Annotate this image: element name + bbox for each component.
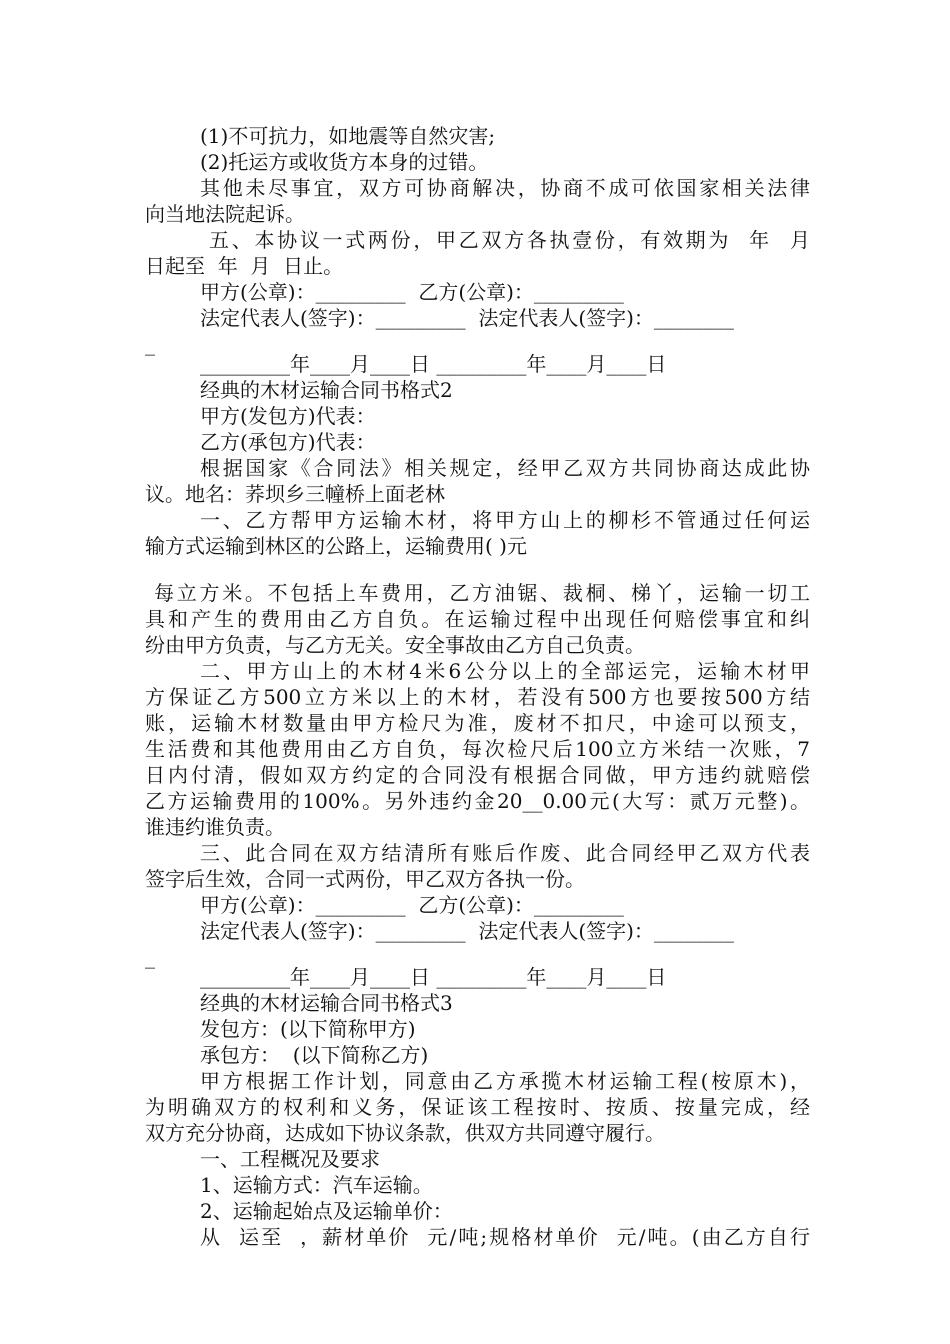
text-line: 发包方：(以下简称甲方): [200, 1017, 416, 1041]
text-line: 为明确双方的权利和义务，保证该工程按时、按质、按量完成，经: [145, 1095, 810, 1119]
text-line: 双方充分协商，达成如下协议条款，供双方共同遵守履行。: [145, 1121, 665, 1145]
text-line: 谁违约谁负责。: [145, 815, 285, 839]
text-line: 乙方(承包方)代表：: [200, 430, 376, 454]
text-line: 签字后生效，合同一式两份，甲乙双方各执一份。: [145, 867, 585, 891]
text-line: 根据国家《合同法》相关规定，经甲乙双方共同协商达成此协: [200, 456, 810, 480]
date-line: _________年____月____日 _________年____月____日: [200, 352, 667, 376]
text-line: 二、甲方山上的木材4米6公分以上的全部运完，运输木材甲: [200, 659, 810, 683]
text-line: 从 运至 ，薪材单价 元/吨;规格材单价 元/吨。(由乙方自行: [200, 1225, 810, 1249]
date-line: _________年____月____日 _________年____月____日: [200, 965, 667, 989]
text-line: 乙方运输费用的100%。另外违约金20__0.00元(大写：贰万元整)。: [145, 789, 810, 813]
text-line: 具和产生的费用由乙方自负。在运输过程中出现任何赔偿事宜和纠: [145, 607, 810, 631]
signature-line: 甲方(公章)：_________ 乙方(公章)：_________: [200, 893, 624, 917]
text-line: 方保证乙方500立方米以上的木材，若没有500方也要按500方结: [145, 685, 810, 709]
text-line: 日内付清，假如双方约定的合同没有根据合同做，甲方违约就赔偿: [145, 763, 810, 787]
text-line: 生活费和其他费用由乙方自负，每次检尺后100立方米结一次账，7: [145, 737, 810, 761]
text-line: 甲方根据工作计划，同意由乙方承揽木材运输工程(桉原木)，: [200, 1069, 810, 1093]
text-line: 一、工程概况及要求: [200, 1147, 380, 1171]
text-line: (2)托运方或收货方本身的过错。: [200, 150, 489, 174]
text-line: 一、乙方帮甲方运输木材，将甲方山上的柳杉不管通过任何运: [200, 508, 810, 532]
signature-line: 法定代表人(签字)：_________ 法定代表人(签字)：________: [200, 306, 734, 330]
signature-line: 甲方(公章)：_________ 乙方(公章)：_________: [200, 280, 624, 304]
text-line: 2、运输起始点及运输单价：: [200, 1199, 453, 1223]
text-line: 五、本协议一式两份，甲乙双方各执壹份，有效期为 年 月: [200, 228, 810, 252]
text-line: 甲方(发包方)代表：: [200, 404, 376, 428]
text-line: 日起至 年 月 日止。: [145, 254, 344, 278]
signature-line: 法定代表人(签字)：_________ 法定代表人(签字)：________: [200, 919, 734, 943]
text-line: (1)不可抗力，如地震等自然灾害;: [200, 124, 496, 148]
text-line: 议。地名：荞坝乡三幢桥上面老林: [145, 482, 445, 506]
text-line: 向当地法院起诉。: [145, 202, 305, 226]
text-line: 每立方米。不包括上车费用，乙方油锯、裁桐、梯丫，运输一切工: [145, 581, 810, 605]
text-line: 输方式运输到林区的公路上，运输费用( )元: [145, 534, 527, 558]
text-line: _: [145, 332, 155, 356]
text-line: 1、运输方式：汽车运输。: [200, 1173, 433, 1197]
text-line: 承包方： (以下简称乙方): [200, 1043, 429, 1067]
text-line: _: [145, 945, 155, 969]
section-title: 经典的木材运输合同书格式2: [200, 378, 453, 402]
section-title: 经典的木材运输合同书格式3: [200, 991, 453, 1015]
text-line: 其他未尽事宜，双方可协商解决，协商不成可依国家相关法律: [200, 176, 810, 200]
text-line: 账，运输木材数量由甲方检尺为准，废材不扣尺，中途可以预支，: [145, 711, 810, 735]
text-line: 纷由甲方负责，与乙方无关。安全事故由乙方自己负责。: [145, 633, 645, 657]
text-line: 三、此合同在双方结清所有账后作废、此合同经甲乙双方代表: [200, 841, 810, 865]
